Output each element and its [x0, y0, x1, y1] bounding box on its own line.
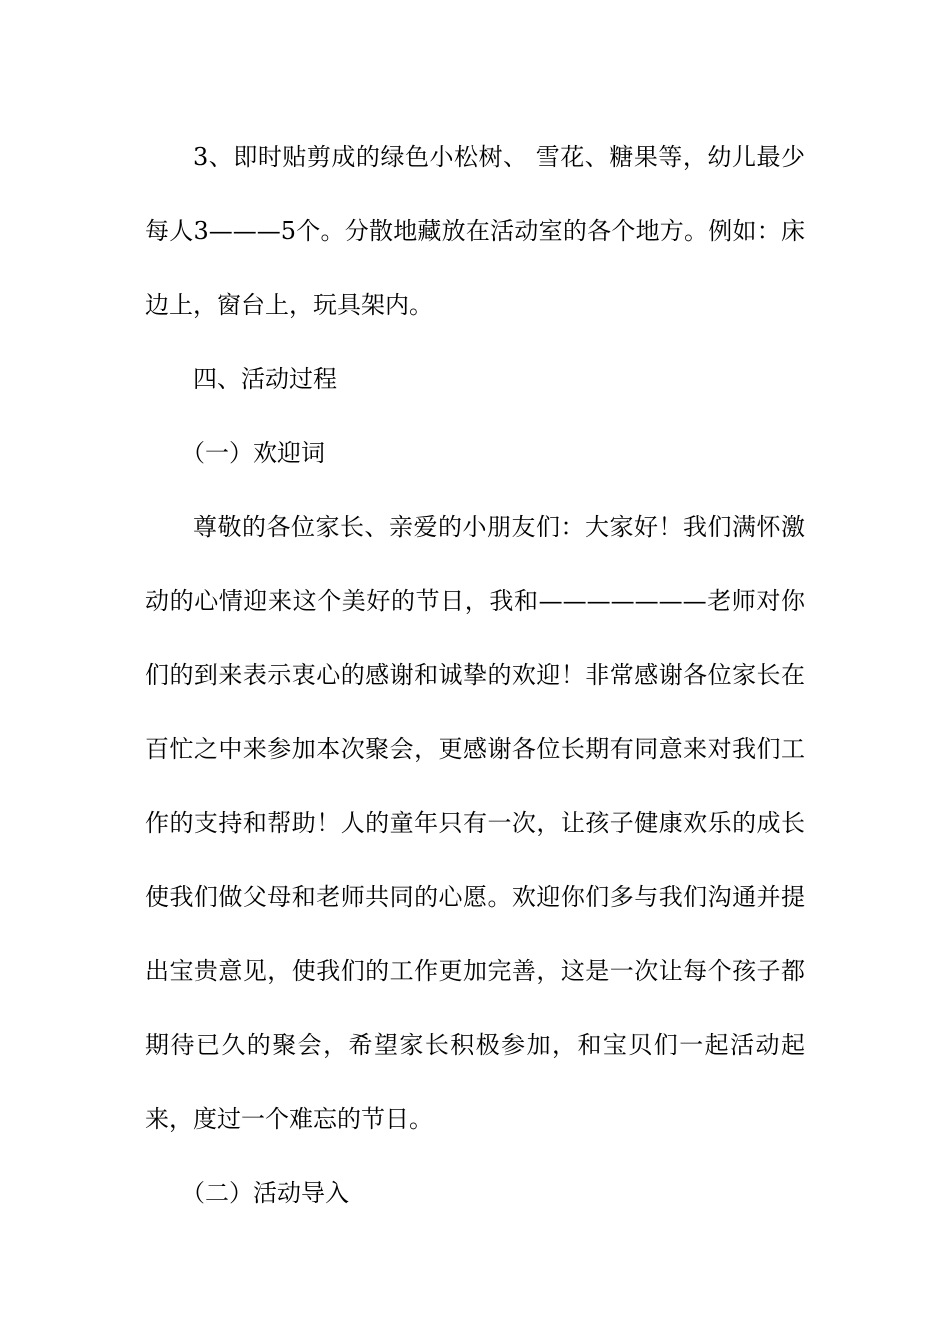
subheading-welcome-speech: （一）欢迎词	[181, 439, 325, 467]
subheading-activity-introduction: （二）活动导入	[181, 1179, 349, 1207]
document-body	[145, 120, 805, 1230]
section-heading-activity-process: 四、活动过程	[193, 365, 337, 393]
paragraph-preparation-item-3: 3、即时贴剪成的绿色小松树、 雪花、糖果等，幼儿最少每人3———5个。分散地藏放在活动室的各个地方。例如：床边上，窗台上，玩具架内。	[145, 143, 805, 319]
paragraph-welcome-speech: 尊敬的各位家长、亲爱的小朋友们：大家好！我们满怀激动的心情迎来这个美好的节日，我和———————老师对你们的到来表示衷心的感谢和诚挚的欢迎！非常感谢各位家长在百忙之中来参加本次聚会，更感谢各位长期有同意来对我们工作的支持和帮助！人的童年只有一次，让孩子健康欢乐的成长使我们做父母和老师共同的心愿。欢迎你们多与我们沟通并提出宝贵意见，使我们的工作更加完善，这是一次让每个孩子都期待已久的聚会，希望家长积极参加，和宝贝们一起活动起来，度过一个难忘的节日。	[145, 513, 805, 1133]
